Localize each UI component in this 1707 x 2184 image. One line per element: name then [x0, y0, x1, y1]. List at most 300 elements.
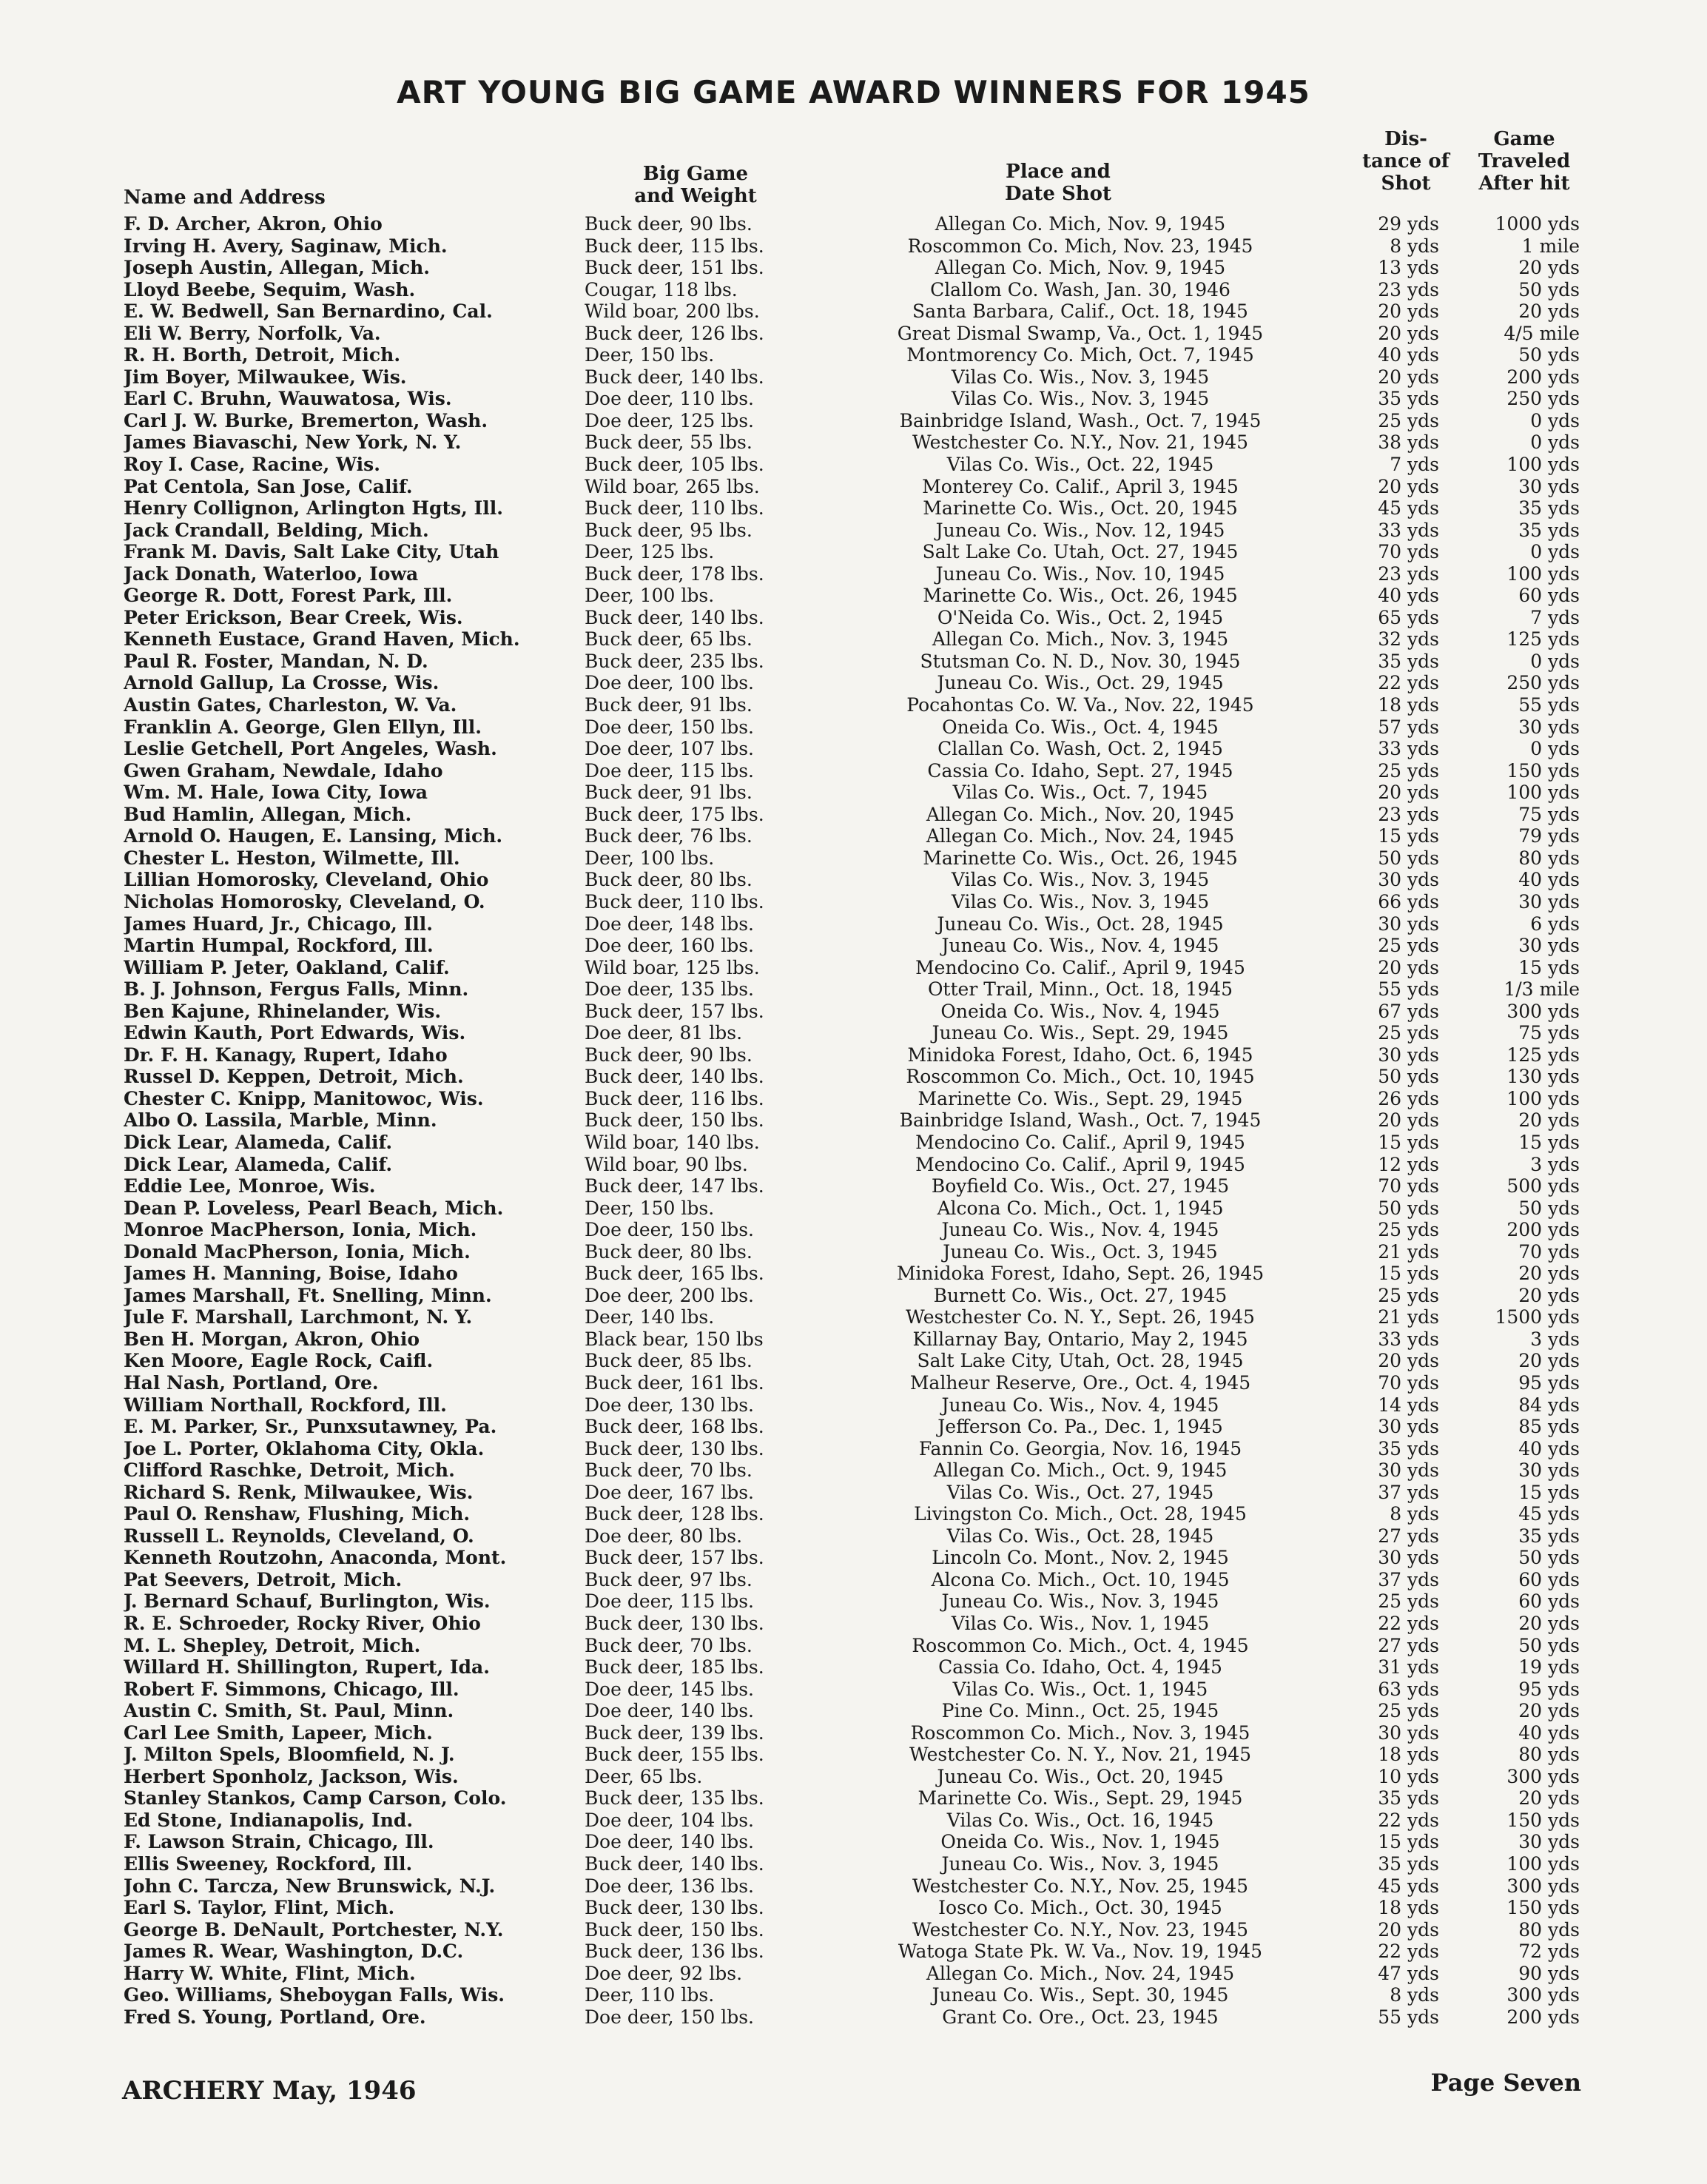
cell-dist: 65 yds	[1378, 606, 1439, 628]
table-row	[0, 1416, 1707, 1438]
cell-game: Buck deer, 139 lbs.	[585, 1721, 764, 1744]
cell-dist: 15 yds	[1378, 1831, 1439, 1853]
cell-dist: 10 yds	[1378, 1765, 1439, 1787]
cell-name: Dick Lear, Alameda, Calif.	[124, 1131, 393, 1153]
cell-place: Oneida Co. Wis., Nov. 4, 1945	[940, 1000, 1220, 1022]
table-row	[0, 1963, 1707, 1985]
table-row	[0, 957, 1707, 979]
cell-place: Jefferson Co. Pa., Dec. 1, 1945	[937, 1416, 1223, 1438]
table-row	[0, 628, 1707, 651]
cell-dist: 25 yds	[1378, 759, 1439, 782]
cell-dist: 38 yds	[1378, 431, 1439, 454]
table-row	[0, 1001, 1707, 1023]
cell-trav: 1500 yds	[1495, 1306, 1580, 1328]
table-row	[0, 825, 1707, 847]
cell-dist: 20 yds	[1378, 300, 1439, 323]
header-distance: Dis- tance of Shot	[1362, 128, 1450, 195]
cell-game: Buck deer, 85 lbs.	[585, 1350, 753, 1372]
cell-place: Santa Barbara, Calif., Oct. 18, 1945	[912, 300, 1248, 323]
cell-dist: 37 yds	[1378, 1568, 1439, 1590]
table-row	[0, 410, 1707, 432]
cell-game: Buck deer, 91 lbs.	[585, 782, 753, 804]
cell-game: Buck deer, 165 lbs.	[585, 1263, 764, 1285]
cell-place: Allegan Co. Mich, Nov. 9, 1945	[935, 213, 1226, 235]
cell-place: Westchester Co. N. Y., Nov. 21, 1945	[909, 1744, 1252, 1766]
cell-dist: 30 yds	[1378, 1044, 1439, 1066]
cell-trav: 0 yds	[1530, 738, 1580, 760]
cell-dist: 50 yds	[1378, 1197, 1439, 1219]
cell-name: James Huard, Jr., Chicago, Ill.	[124, 913, 433, 935]
cell-dist: 20 yds	[1378, 1350, 1439, 1372]
table-row	[0, 847, 1707, 870]
cell-trav: 30 yds	[1518, 716, 1580, 738]
cell-name: Jack Crandall, Belding, Mich.	[124, 519, 429, 541]
cell-dist: 20 yds	[1378, 322, 1439, 344]
cell-game: Doe deer, 200 lbs.	[585, 1284, 754, 1306]
cell-dist: 35 yds	[1378, 388, 1439, 410]
cell-game: Buck deer, 151 lbs.	[585, 257, 764, 279]
cell-dist: 22 yds	[1378, 672, 1439, 694]
cell-name: F. Lawson Strain, Chicago, Ill.	[124, 1831, 434, 1853]
cell-trav: 50 yds	[1518, 278, 1580, 300]
cell-dist: 13 yds	[1378, 257, 1439, 279]
cell-game: Wild boar, 140 lbs.	[585, 1131, 760, 1153]
cell-game: Buck deer, 130 lbs.	[585, 1437, 764, 1459]
cell-dist: 23 yds	[1378, 803, 1439, 825]
cell-game: Wild boar, 265 lbs.	[585, 475, 760, 497]
cell-place: Montmorency Co. Mich, Oct. 7, 1945	[906, 344, 1254, 366]
cell-place: Otter Trail, Minn., Oct. 18, 1945	[927, 978, 1233, 1001]
cell-place: Juneau Co. Wis., Nov. 4, 1945	[941, 935, 1219, 957]
cell-trav: 100 yds	[1506, 782, 1580, 804]
cell-trav: 30 yds	[1518, 475, 1580, 497]
table-row	[0, 1831, 1707, 1853]
cell-name: Ed Stone, Indianapolis, Ind.	[124, 1809, 414, 1831]
cell-game: Buck deer, 161 lbs.	[585, 1371, 764, 1394]
cell-dist: 25 yds	[1378, 1284, 1439, 1306]
cell-place: Oneida Co. Wis., Oct. 4, 1945	[942, 716, 1219, 738]
cell-game: Doe deer, 150 lbs.	[585, 2006, 754, 2028]
table-row	[0, 1088, 1707, 1110]
table-row	[0, 213, 1707, 235]
cell-dist: 15 yds	[1378, 825, 1439, 847]
table-row	[0, 1635, 1707, 1657]
cell-trav: 6 yds	[1530, 913, 1580, 935]
cell-name: Irving H. Avery, Saginaw, Mich.	[124, 235, 448, 257]
table-row	[0, 1154, 1707, 1176]
cell-place: O'Neida Co. Wis., Oct. 2, 1945	[937, 606, 1224, 628]
cell-trav: 200 yds	[1506, 1219, 1580, 1241]
cell-place: Boyfield Co. Wis., Oct. 27, 1945	[931, 1175, 1230, 1197]
table-row	[0, 1700, 1707, 1722]
table-row	[0, 607, 1707, 629]
footer-page-number: Page Seven	[1430, 2069, 1581, 2097]
cell-trav: 50 yds	[1518, 1634, 1580, 1656]
cell-name: George B. DeNault, Portchester, N.Y.	[124, 1918, 504, 1941]
table-row	[0, 1547, 1707, 1569]
cell-trav: 15 yds	[1518, 956, 1580, 978]
cell-dist: 14 yds	[1378, 1394, 1439, 1416]
cell-place: Westchester Co. N. Y., Sept. 26, 1945	[906, 1306, 1255, 1328]
cell-name: Wm. M. Hale, Iowa City, Iowa	[124, 782, 428, 804]
cell-dist: 70 yds	[1378, 1371, 1439, 1394]
cell-game: Buck deer, 70 lbs.	[585, 1459, 753, 1482]
table-row	[0, 541, 1707, 563]
cell-place: Vilas Co. Wis., Nov. 3, 1945	[951, 366, 1210, 388]
table-row	[0, 672, 1707, 694]
cell-place: Oneida Co. Wis., Nov. 1, 1945	[940, 1831, 1220, 1853]
cell-game: Deer, 150 lbs.	[585, 1197, 715, 1219]
cell-place: Vilas Co. Wis., Oct. 16, 1945	[946, 1809, 1214, 1831]
cell-dist: 33 yds	[1378, 738, 1439, 760]
cell-dist: 20 yds	[1378, 1918, 1439, 1941]
cell-game: Buck deer, 116 lbs.	[585, 1087, 764, 1109]
table-row	[0, 520, 1707, 542]
header-game: Big Game and Weight	[634, 163, 757, 207]
cell-game: Doe deer, 160 lbs.	[585, 935, 754, 957]
cell-name: Jack Donath, Waterloo, Iowa	[124, 562, 419, 585]
cell-trav: 300 yds	[1506, 1875, 1580, 1897]
cell-place: Juneau Co. Wis., Oct. 28, 1945	[937, 913, 1224, 935]
cell-place: Mendocino Co. Calif., April 9, 1945	[915, 1153, 1245, 1175]
table-row	[0, 431, 1707, 454]
table-row	[0, 279, 1707, 301]
cell-name: Austin C. Smith, St. Paul, Minn.	[124, 1700, 454, 1722]
cell-game: Black bear, 150 lbs	[585, 1328, 764, 1350]
table-row	[0, 1197, 1707, 1220]
table-row	[0, 1525, 1707, 1548]
cell-trav: 20 yds	[1518, 1787, 1580, 1810]
cell-name: Earl S. Taylor, Flint, Mich.	[124, 1897, 395, 1919]
cell-dist: 32 yds	[1378, 628, 1439, 651]
cell-name: Kenneth Eustace, Grand Haven, Mich.	[124, 628, 520, 651]
cell-name: Joseph Austin, Allegan, Mich.	[124, 257, 430, 279]
cell-trav: 4/5 mile	[1504, 322, 1580, 344]
cell-name: Donald MacPherson, Ionia, Mich.	[124, 1240, 471, 1263]
winners-table	[0, 213, 1707, 2028]
table-row	[0, 388, 1707, 410]
cell-game: Buck deer, 185 lbs.	[585, 1656, 764, 1679]
cell-name: Henry Collignon, Arlington Hgts, Ill.	[124, 497, 503, 520]
cell-place: Malheur Reserve, Ore., Oct. 4, 1945	[909, 1371, 1251, 1394]
cell-name: Dean P. Loveless, Pearl Beach, Mich.	[124, 1197, 504, 1219]
table-row	[0, 1503, 1707, 1525]
cell-dist: 35 yds	[1378, 1437, 1439, 1459]
cell-dist: 21 yds	[1378, 1240, 1439, 1263]
cell-dist: 26 yds	[1378, 1087, 1439, 1109]
cell-trav: 30 yds	[1518, 1459, 1580, 1482]
cell-dist: 35 yds	[1378, 1853, 1439, 1875]
cell-dist: 22 yds	[1378, 1809, 1439, 1831]
cell-name: Eli W. Berry, Norfolk, Va.	[124, 322, 381, 344]
cell-trav: 300 yds	[1506, 1000, 1580, 1022]
cell-trav: 95 yds	[1518, 1371, 1580, 1394]
cell-game: Buck deer, 140 lbs.	[585, 606, 764, 628]
cell-game: Buck deer, 76 lbs.	[585, 825, 753, 847]
cell-trav: 75 yds	[1518, 1022, 1580, 1044]
cell-dist: 18 yds	[1378, 694, 1439, 716]
cell-game: Buck deer, 155 lbs.	[585, 1744, 764, 1766]
table-row	[0, 300, 1707, 323]
cell-dist: 27 yds	[1378, 1525, 1439, 1547]
cell-game: Doe deer, 145 lbs.	[585, 1678, 754, 1700]
cell-place: Vilas Co. Wis., Nov. 3, 1945	[951, 890, 1210, 913]
table-row	[0, 1372, 1707, 1394]
cell-dist: 8 yds	[1390, 1984, 1439, 2006]
table-row	[0, 716, 1707, 739]
cell-dist: 55 yds	[1378, 2006, 1439, 2028]
table-row	[0, 2006, 1707, 2029]
table-row	[0, 476, 1707, 498]
table-row	[0, 563, 1707, 585]
cell-dist: 67 yds	[1378, 1000, 1439, 1022]
cell-dist: 25 yds	[1378, 1219, 1439, 1241]
table-row	[0, 1810, 1707, 1832]
cell-place: Great Dismal Swamp, Va., Oct. 1, 1945	[897, 322, 1264, 344]
cell-dist: 22 yds	[1378, 1941, 1439, 1963]
cell-name: Frank M. Davis, Salt Lake City, Utah	[124, 541, 499, 563]
table-row	[0, 694, 1707, 716]
cell-place: Lincoln Co. Mont., Nov. 2, 1945	[932, 1547, 1229, 1569]
cell-game: Buck deer, 110 lbs.	[585, 497, 764, 520]
cell-trav: 300 yds	[1506, 1984, 1580, 2006]
cell-game: Buck deer, 150 lbs.	[585, 1109, 764, 1132]
cell-place: Cassia Co. Idaho, Sept. 27, 1945	[927, 759, 1233, 782]
table-row	[0, 782, 1707, 804]
cell-dist: 20 yds	[1378, 366, 1439, 388]
cell-name: Fred S. Young, Portland, Ore.	[124, 2006, 426, 2028]
table-row	[0, 235, 1707, 258]
cell-trav: 1000 yds	[1495, 213, 1580, 235]
table-row	[0, 366, 1707, 389]
cell-place: Killarnay Bay, Ontario, May 2, 1945	[912, 1328, 1248, 1350]
cell-name: Russell L. Reynolds, Cleveland, O.	[124, 1525, 474, 1547]
cell-trav: 35 yds	[1518, 1525, 1580, 1547]
cell-game: Buck deer, 126 lbs.	[585, 322, 764, 344]
cell-game: Doe deer, 81 lbs.	[585, 1022, 743, 1044]
cell-trav: 40 yds	[1518, 869, 1580, 891]
cell-trav: 125 yds	[1506, 628, 1580, 651]
cell-name: William P. Jeter, Oakland, Calif.	[124, 956, 450, 978]
cell-name: Dr. F. H. Kanagy, Rupert, Idaho	[124, 1044, 448, 1066]
cell-dist: 18 yds	[1378, 1897, 1439, 1919]
cell-trav: 20 yds	[1518, 1350, 1580, 1372]
table-row	[0, 1044, 1707, 1066]
cell-trav: 80 yds	[1518, 1918, 1580, 1941]
cell-trav: 80 yds	[1518, 1744, 1580, 1766]
cell-trav: 55 yds	[1518, 694, 1580, 716]
cell-name: Carl J. W. Burke, Bremerton, Wash.	[124, 409, 488, 431]
cell-place: Roscommon Co. Mich., Nov. 3, 1945	[910, 1721, 1250, 1744]
cell-place: Alcona Co. Mich., Oct. 1, 1945	[937, 1197, 1224, 1219]
table-row	[0, 1941, 1707, 1963]
cell-game: Wild boar, 90 lbs.	[585, 1153, 748, 1175]
cell-name: B. J. Johnson, Fergus Falls, Minn.	[124, 978, 469, 1001]
cell-game: Doe deer, 136 lbs.	[585, 1875, 754, 1897]
cell-trav: 20 yds	[1518, 1284, 1580, 1306]
cell-name: John C. Tarcza, New Brunswick, N.J.	[124, 1875, 496, 1897]
cell-trav: 0 yds	[1530, 431, 1580, 454]
cell-place: Mendocino Co. Calif., April 9, 1945	[915, 1131, 1245, 1153]
cell-dist: 57 yds	[1378, 716, 1439, 738]
cell-name: Lloyd Beebe, Sequim, Wash.	[124, 278, 416, 300]
cell-trav: 80 yds	[1518, 847, 1580, 869]
cell-place: Minidoka Forest, Idaho, Sept. 26, 1945	[896, 1263, 1265, 1285]
cell-trav: 100 yds	[1506, 562, 1580, 585]
cell-name: Kenneth Routzohn, Anaconda, Mont.	[124, 1547, 507, 1569]
table-row	[0, 1787, 1707, 1810]
cell-dist: 21 yds	[1378, 1306, 1439, 1328]
cell-dist: 15 yds	[1378, 1263, 1439, 1285]
cell-dist: 50 yds	[1378, 847, 1439, 869]
cell-name: Joe L. Porter, Oklahoma City, Okla.	[124, 1437, 485, 1459]
cell-game: Deer, 125 lbs.	[585, 541, 715, 563]
cell-trav: 20 yds	[1518, 1263, 1580, 1285]
cell-trav: 0 yds	[1530, 650, 1580, 672]
cell-dist: 8 yds	[1390, 235, 1439, 257]
cell-dist: 31 yds	[1378, 1656, 1439, 1679]
cell-dist: 20 yds	[1378, 782, 1439, 804]
table-row	[0, 1285, 1707, 1307]
cell-place: Cassia Co. Idaho, Oct. 4, 1945	[938, 1656, 1222, 1679]
cell-game: Buck deer, 136 lbs.	[585, 1941, 764, 1963]
cell-place: Allegan Co. Mich., Nov. 24, 1945	[926, 825, 1235, 847]
cell-name: Hal Nash, Portland, Ore.	[124, 1371, 379, 1394]
cell-game: Doe deer, 148 lbs.	[585, 913, 754, 935]
cell-trav: 95 yds	[1518, 1678, 1580, 1700]
cell-trav: 7 yds	[1530, 606, 1580, 628]
cell-name: Eddie Lee, Monroe, Wis.	[124, 1175, 376, 1197]
cell-game: Doe deer, 125 lbs.	[585, 409, 754, 431]
cell-dist: 35 yds	[1378, 1787, 1439, 1810]
cell-trav: 20 yds	[1518, 1613, 1580, 1634]
cell-dist: 30 yds	[1378, 869, 1439, 891]
cell-game: Buck deer, 55 lbs.	[585, 431, 753, 454]
cell-trav: 85 yds	[1518, 1416, 1580, 1438]
cell-name: Pat Seevers, Detroit, Mich.	[124, 1568, 403, 1590]
cell-place: Roscommon Co. Mich., Oct. 10, 1945	[906, 1066, 1255, 1088]
table-row	[0, 1875, 1707, 1898]
header-name: Name and Address	[124, 187, 326, 209]
cell-game: Buck deer, 95 lbs.	[585, 519, 753, 541]
cell-name: Pat Centola, San Jose, Calif.	[124, 475, 413, 497]
table-row	[0, 1066, 1707, 1088]
cell-game: Doe deer, 130 lbs.	[585, 1394, 754, 1416]
cell-game: Doe deer, 167 lbs.	[585, 1481, 754, 1503]
cell-game: Buck deer, 175 lbs.	[585, 803, 764, 825]
cell-dist: 45 yds	[1378, 1875, 1439, 1897]
cell-dist: 30 yds	[1378, 1547, 1439, 1569]
cell-place: Vilas Co. Wis., Nov. 1, 1945	[951, 1613, 1210, 1634]
cell-trav: 1 mile	[1521, 235, 1580, 257]
cell-name: Nicholas Homorosky, Cleveland, O.	[124, 890, 485, 913]
cell-game: Deer, 100 lbs.	[585, 585, 715, 607]
cell-name: Harry W. White, Flint, Mich.	[124, 1962, 416, 1984]
footer-publication: ARCHERY May, 1946	[122, 2076, 417, 2106]
table-row	[0, 1679, 1707, 1701]
cell-place: Marinette Co. Wis., Oct. 20, 1945	[923, 497, 1238, 520]
cell-game: Buck deer, 130 lbs.	[585, 1613, 764, 1634]
cell-game: Buck deer, 80 lbs.	[585, 869, 753, 891]
cell-game: Buck deer, 135 lbs.	[585, 1787, 764, 1810]
cell-place: Minidoka Forest, Idaho, Oct. 6, 1945	[907, 1044, 1253, 1066]
cell-trav: 150 yds	[1506, 1897, 1580, 1919]
cell-trav: 50 yds	[1518, 344, 1580, 366]
cell-game: Wild boar, 200 lbs.	[585, 300, 760, 323]
cell-name: Lillian Homorosky, Cleveland, Ohio	[124, 869, 489, 891]
cell-trav: 200 yds	[1506, 366, 1580, 388]
cell-game: Deer, 100 lbs.	[585, 847, 715, 869]
cell-place: Fannin Co. Georgia, Nov. 16, 1945	[918, 1437, 1242, 1459]
cell-place: Juneau Co. Wis., Nov. 3, 1945	[941, 1853, 1219, 1875]
cell-name: Albo O. Lassila, Marble, Minn.	[124, 1109, 437, 1132]
cell-place: Salt Lake Co. Utah, Oct. 27, 1945	[922, 541, 1239, 563]
cell-trav: 100 yds	[1506, 454, 1580, 476]
cell-dist: 25 yds	[1378, 409, 1439, 431]
cell-dist: 50 yds	[1378, 1066, 1439, 1088]
cell-dist: 7 yds	[1390, 454, 1439, 476]
cell-place: Allegan Co. Mich, Nov. 9, 1945	[935, 257, 1226, 279]
cell-name: Jule F. Marshall, Larchmont, N. Y.	[124, 1306, 473, 1328]
cell-game: Buck deer, 115 lbs.	[585, 235, 764, 257]
cell-name: F. D. Archer, Akron, Ohio	[124, 213, 383, 235]
cell-name: Leslie Getchell, Port Angeles, Wash.	[124, 738, 497, 760]
cell-trav: 75 yds	[1518, 803, 1580, 825]
cell-place: Allegan Co. Mich., Oct. 9, 1945	[933, 1459, 1228, 1482]
cell-dist: 47 yds	[1378, 1962, 1439, 1984]
cell-trav: 30 yds	[1518, 890, 1580, 913]
cell-game: Buck deer, 70 lbs.	[585, 1634, 753, 1656]
cell-trav: 40 yds	[1518, 1437, 1580, 1459]
cell-place: Juneau Co. Wis., Sept. 30, 1945	[932, 1984, 1229, 2006]
cell-game: Buck deer, 105 lbs.	[585, 454, 764, 476]
cell-trav: 60 yds	[1518, 1568, 1580, 1590]
cell-trav: 84 yds	[1518, 1394, 1580, 1416]
cell-name: Russel D. Keppen, Detroit, Mich.	[124, 1066, 464, 1088]
cell-trav: 35 yds	[1518, 497, 1580, 520]
cell-place: Roscommon Co. Mich, Nov. 23, 1945	[907, 235, 1253, 257]
cell-game: Wild boar, 125 lbs.	[585, 956, 760, 978]
cell-place: Iosco Co. Mich., Oct. 30, 1945	[938, 1897, 1222, 1919]
cell-dist: 29 yds	[1378, 213, 1439, 235]
cell-trav: 50 yds	[1518, 1547, 1580, 1569]
cell-place: Allegan Co. Mich., Nov. 3, 1945	[932, 628, 1229, 651]
cell-name: Herbert Sponholz, Jackson, Wis.	[124, 1765, 459, 1787]
cell-name: Clifford Raschke, Detroit, Mich.	[124, 1459, 455, 1482]
cell-trav: 45 yds	[1518, 1503, 1580, 1525]
cell-trav: 0 yds	[1530, 541, 1580, 563]
cell-trav: 15 yds	[1518, 1481, 1580, 1503]
cell-dist: 12 yds	[1378, 1153, 1439, 1175]
cell-name: George R. Dott, Forest Park, Ill.	[124, 585, 453, 607]
cell-place: Watoga State Pk. W. Va., Nov. 19, 1945	[898, 1941, 1263, 1963]
cell-game: Doe deer, 104 lbs.	[585, 1809, 754, 1831]
table-row	[0, 1744, 1707, 1766]
cell-name: William Northall, Rockford, Ill.	[124, 1394, 447, 1416]
cell-name: Chester L. Heston, Wilmette, Ill.	[124, 847, 460, 869]
cell-trav: 3 yds	[1530, 1153, 1580, 1175]
cell-trav: 40 yds	[1518, 1721, 1580, 1744]
cell-dist: 25 yds	[1378, 1700, 1439, 1722]
cell-trav: 15 yds	[1518, 1131, 1580, 1153]
cell-game: Buck deer, 140 lbs.	[585, 366, 764, 388]
cell-trav: 60 yds	[1518, 1590, 1580, 1613]
cell-place: Westchester Co. N.Y., Nov. 25, 1945	[912, 1875, 1249, 1897]
cell-dist: 33 yds	[1378, 519, 1439, 541]
cell-place: Stutsman Co. N. D., Nov. 30, 1945	[920, 650, 1241, 672]
table-row	[0, 738, 1707, 760]
table-row	[0, 1984, 1707, 2006]
